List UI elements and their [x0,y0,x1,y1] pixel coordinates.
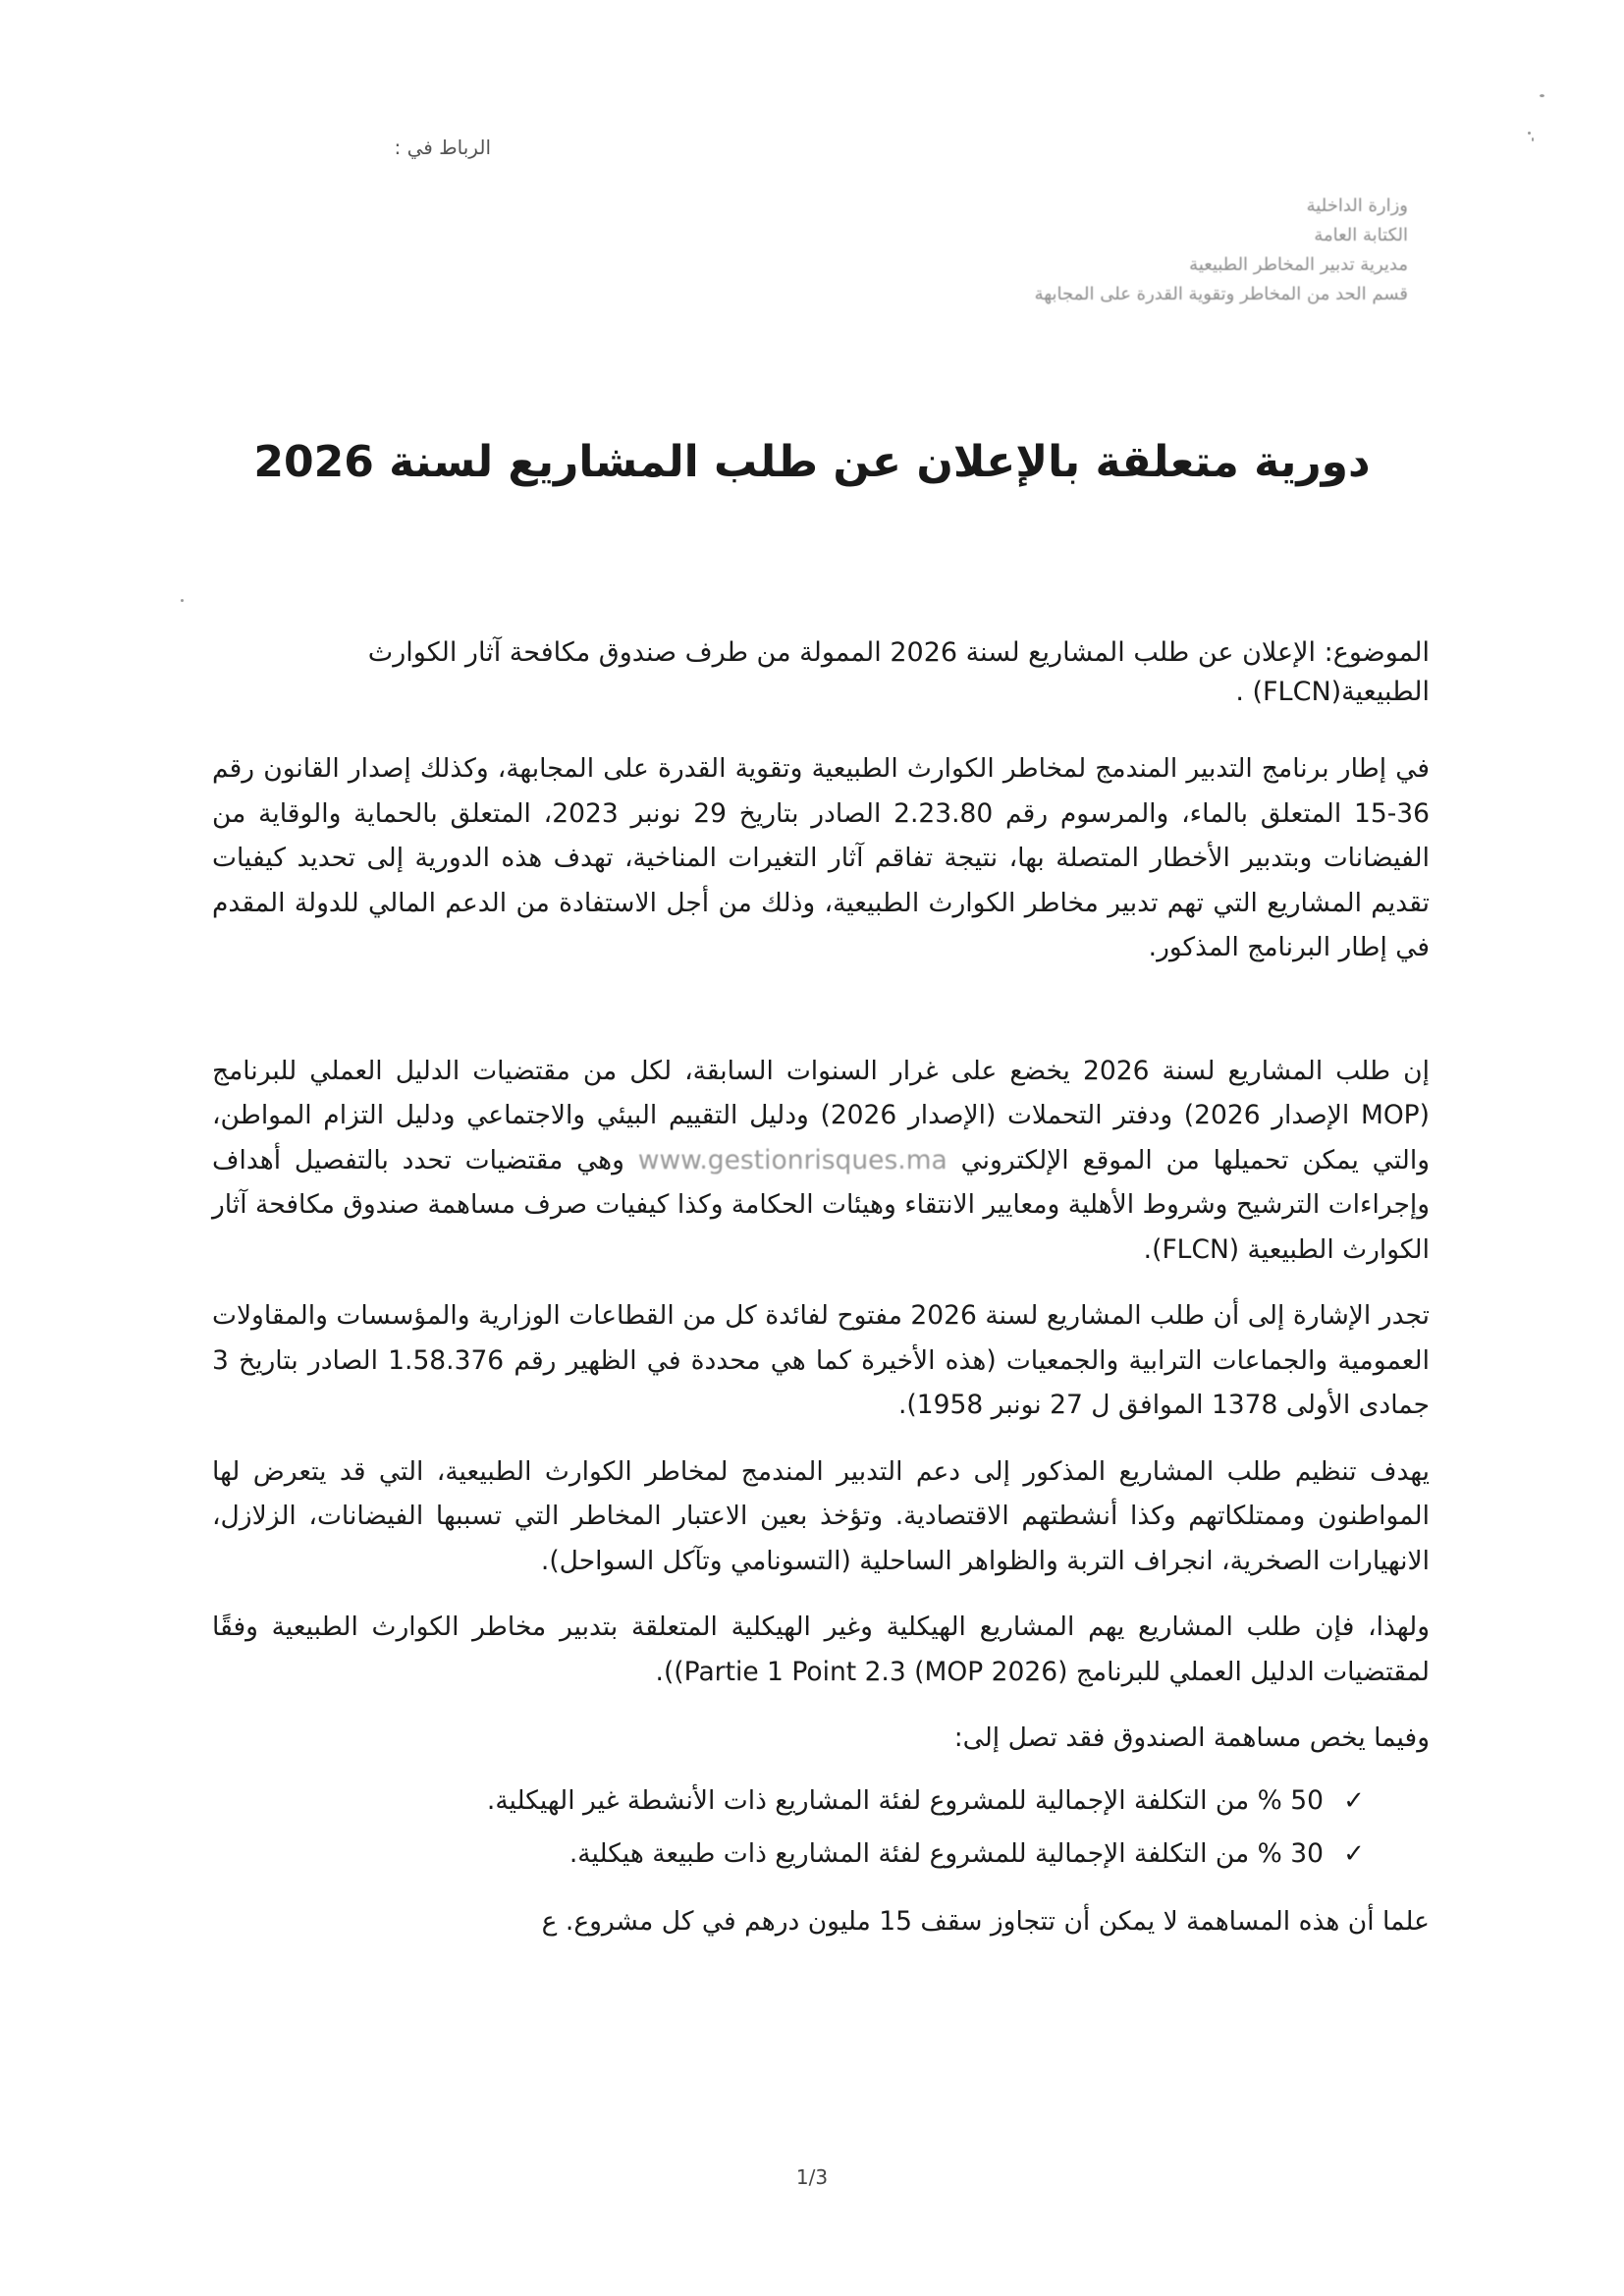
paragraph-framework [212,1049,1430,1273]
paragraph-intro: في إطار برنامج التدبير المندمج لمخاطر الكوارث الطبيعية وتقوية القدرة على المجابهة، وكذلك إصدار القانون رقم 36-15 المتعلق بالماء، والمرسوم رقم 2.23.80 الصادر بتاريخ 29 نونبر 2023، المتعلق بالحماية والوقاية من الفيضانات وبتدبير الأخطار المتصلة بها، نتيجة تفاقم آثار التغيرات المناخية، تهدف هذه الدورية إلى تحديد كيفيات تقديم المشاريع التي تهم تدبير مخاطر الكوارث الطبيعية، وذلك من أجل الاستفادة من الدعم المالي للدولة المقدم في إطار البرنامج المذكور. [212,753,1430,962]
check-icon: ✓ [1343,1785,1365,1816]
scan-speck [1540,94,1544,97]
ministry-line: الكتابة العامة [1314,225,1408,246]
paragraph-eligibility: تجدر الإشارة إلى أن طلب المشاريع لسنة 2026 مفتوح لفائدة كل من القطاعات الوزارية والمؤسسات والمقاولات العمومية والجماعات الترابية والجمعيات (هذه الأخيرة كما هي محددة في الظهير رقم 1.58.376 الصادر بتاريخ 3 جمادى الأولى 1378 الموافق ل 27 نونبر 1958). [212,1300,1430,1420]
paragraph-scope: ولهذا، فإن طلب المشاريع يهم المشاريع الهيكلية وغير الهيكلية المتعلقة بتدبير مخاطر الكوارث الطبيعية وفقًا لمقتضيات الدليل العملي للبرنامج (MOP 2026) Partie 1 Point 2.3)). [212,1612,1430,1687]
ministry-line: قسم الحد من المخاطر وتقوية القدرة على المجابهة [1034,284,1408,304]
ministry-line: مديرية تدبير المخاطر الطبيعية [1189,254,1408,275]
page-number: 1/3 [795,2165,829,2189]
subject-line: الموضوع: الإعلان عن طلب المشاريع لسنة 2026 الممولة من طرف صندوق مكافحة آثار الكوارث الطبيعية(FLCN) . [367,637,1430,707]
paragraph-text: إن طلب المشاريع لسنة 2026 يخضع على غرار السنوات السابقة، لكل من مقتضيات الدليل العملي للبرنامج (MOP الإصدار 2026) ودفتر التحملات (الإصدار 2026) ودليل التقييم البيئي والاجتماعي ودليل التزام المواطن، والتي يمكن تحميلها من الموقع الإلكتروني [212,1055,1430,1175]
paragraph-ceiling: علما أن هذه المساهمة لا يمكن أن تتجاوز سقف 15 مليون درهم في كل مشروع. ع [541,1905,1430,1937]
ministry-line: وزارة الداخلية [1306,195,1408,216]
document-body [212,746,1430,1943]
document-title: دورية متعلقة بالإعلان عن طلب المشاريع لسنة 2026 [253,437,1371,487]
contribution-list [212,1778,1371,1878]
website-link[interactable]: www.gestionrisques.ma [637,1144,947,1175]
scan-speck [1532,137,1534,141]
ministry-header [996,191,1408,309]
list-item-text: 50 % من التكلفة الإجمالية للمشروع لفئة المشاريع ذات الأنشطة غير الهيكلية. [486,1784,1324,1816]
city-date-line: الرباط في : [394,136,491,159]
list-item-text: 30 % من التكلفة الإجمالية للمشروع لفئة المشاريع ذات طبيعة هيكلية. [568,1838,1324,1869]
paragraph-contribution: وفيما يخص مساهمة الصندوق فقد تصل إلى: [953,1722,1430,1753]
scan-speck [181,599,184,602]
scan-speck [1528,132,1531,135]
list-item [212,1778,1371,1825]
list-item [212,1831,1371,1878]
paragraph-text: وهي مقتضيات تحدد بالتفصيل أهداف وإجراءات الترشيح وشروط الأهلية ومعايير الانتقاء وهيئات الحكامة وكذا كيفيات صرف مساهمة صندوق مكافحة آثار الكوارث الطبيعية (FLCN). [211,1144,1430,1265]
paragraph-objective: يهدف تنظيم طلب المشاريع المذكور إلى دعم التدبير المندمج لمخاطر الكوارث الطبيعية، التي قد يتعرض لها المواطنون وممتلكاتهم وكذا أنشطتهم الاقتصادية. وتؤخذ بعين الاعتبار المخاطر التي تسببها الفيضانات، الزلازل، الانهيارات الصخرية، انجراف التربة والظواهر الساحلية (التسونامي وتآكل السواحل). [212,1455,1430,1576]
check-icon: ✓ [1343,1839,1365,1869]
